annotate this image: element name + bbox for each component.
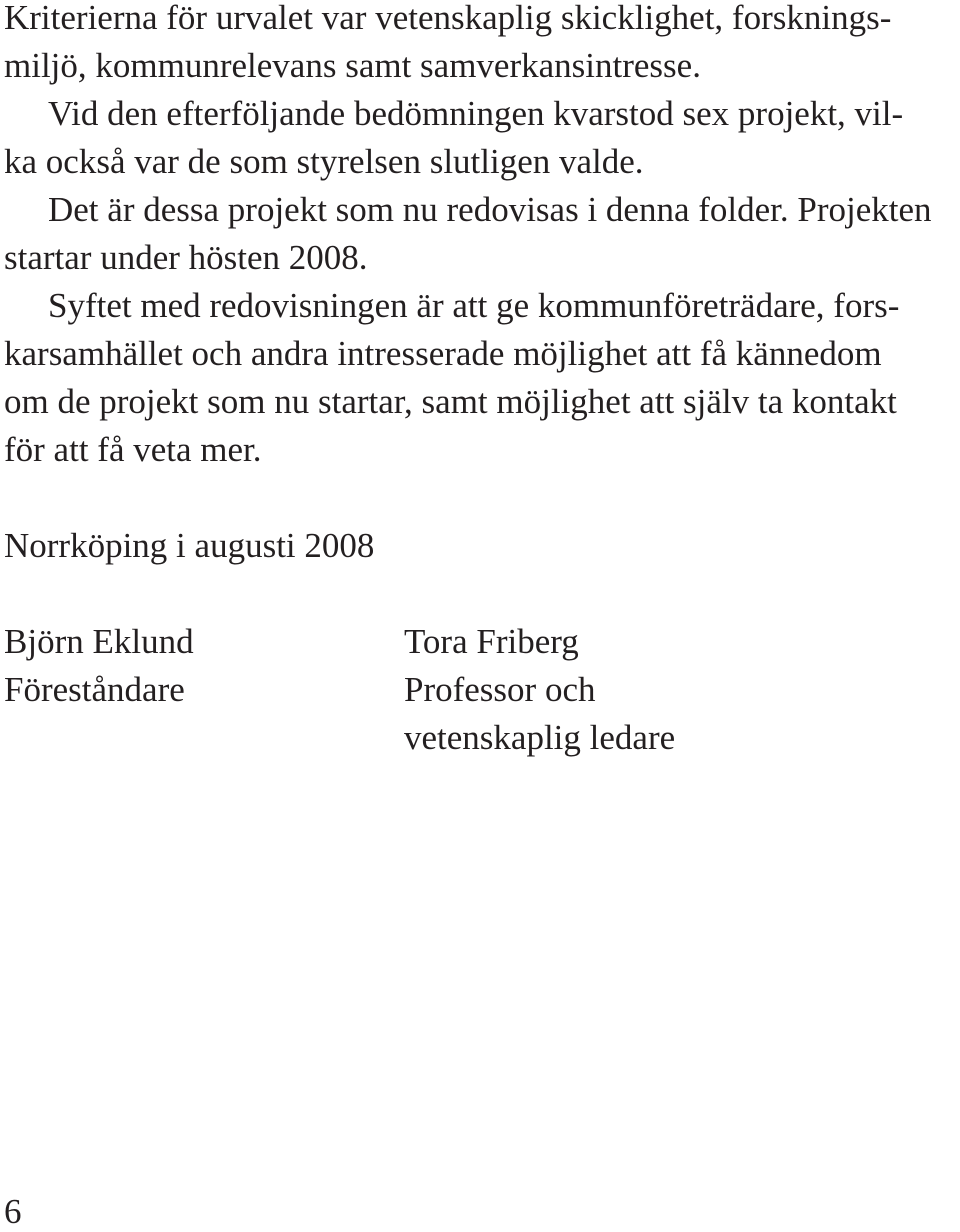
paragraph-line: Kriterierna för urvalet var vetenskaplig skicklighet, forsknings-: [4, 0, 892, 37]
signatory-title: Professor och: [404, 670, 596, 709]
paragraph-line: om de projekt som nu startar, samt möjlighet att själv ta kontakt: [4, 382, 897, 421]
paragraph-line: Vid den efterföljande bedömningen kvarstod sex projekt, vil-: [48, 94, 904, 133]
signatory-title: Föreståndare: [4, 670, 185, 709]
paragraph-line: Syftet med redovisningen är att ge kommunföreträdare, fors-: [48, 286, 900, 325]
paragraph-line: Det är dessa projekt som nu redovisas i denna folder. Projekten: [48, 190, 932, 229]
page-number: 6: [4, 1192, 22, 1231]
place-date: Norrköping i augusti 2008: [4, 526, 375, 565]
signatory-title: vetenskaplig ledare: [404, 718, 676, 757]
signatory-name: Björn Eklund: [4, 622, 194, 661]
signatory-name: Tora Friberg: [404, 622, 579, 661]
paragraph-line: startar under hösten 2008.: [4, 238, 368, 277]
paragraph-line: miljö, kommunrelevans samt samverkansintresse.: [4, 46, 701, 85]
paragraph-line: för att få veta mer.: [4, 430, 262, 469]
paragraph-line: ka också var de som styrelsen slutligen valde.: [4, 142, 644, 181]
paragraph-line: karsamhället och andra intresserade möjlighet att få kännedom: [4, 334, 882, 373]
